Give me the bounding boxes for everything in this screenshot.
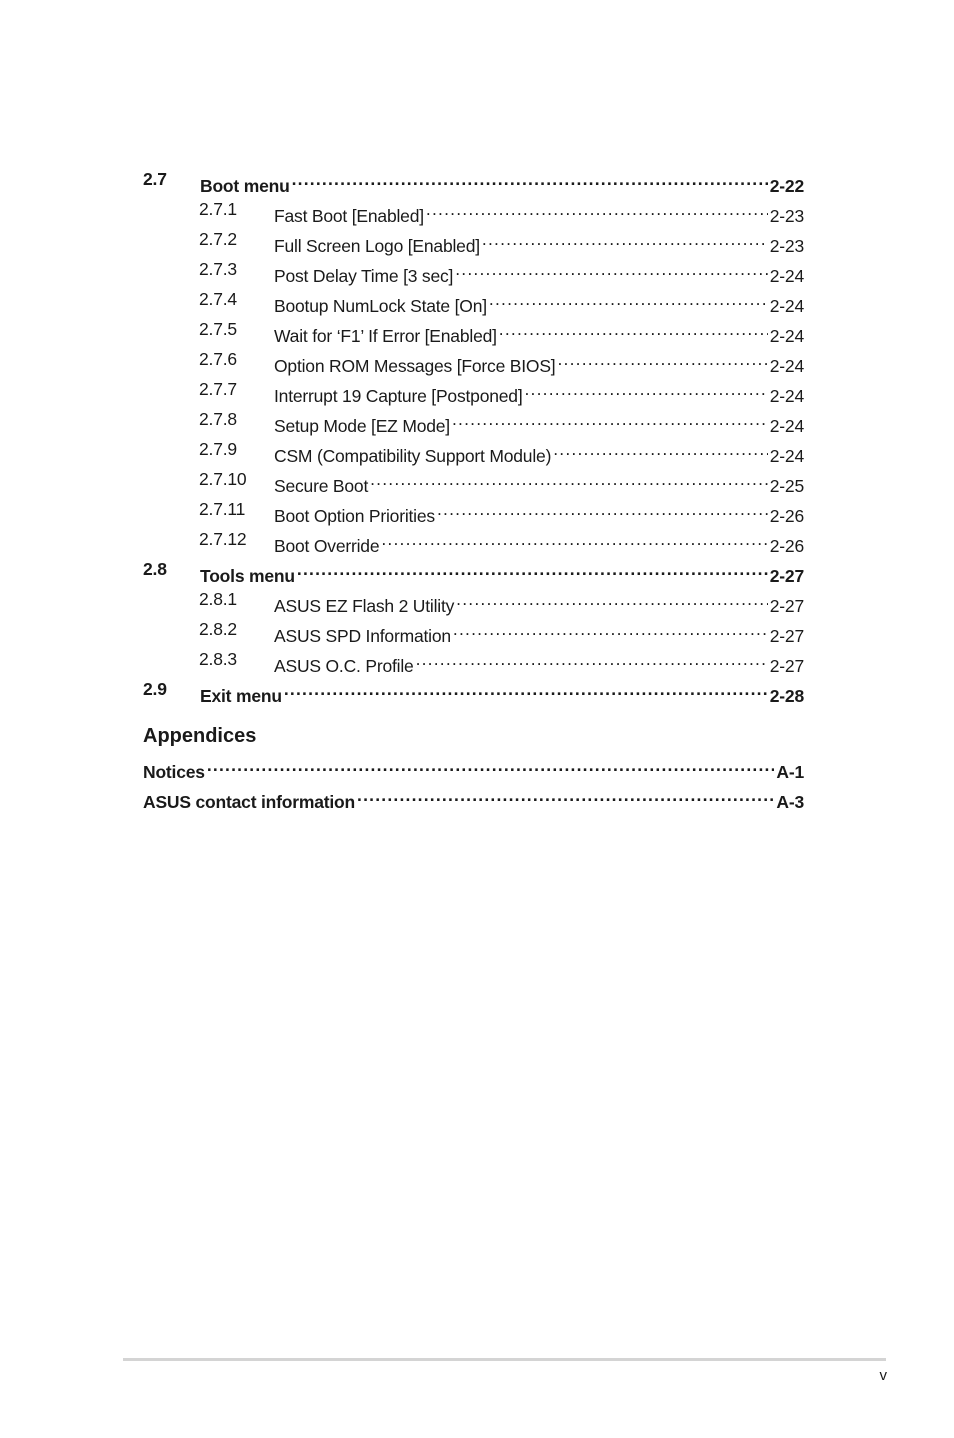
- toc-entry-title: Secure Boot: [274, 476, 369, 496]
- toc-entry-title: Option ROM Messages [Force BIOS]: [274, 356, 556, 376]
- toc-entry-title: Notices: [143, 762, 205, 782]
- toc-entry-line: [274, 496, 804, 529]
- section-list: [143, 166, 804, 706]
- toc-entry-title: Tools menu: [200, 566, 295, 586]
- dot-leader: [381, 526, 767, 552]
- dot-leader: [553, 436, 768, 462]
- toc-entry-title: ASUS SPD Information: [274, 626, 451, 646]
- toc-entry-line: [200, 676, 804, 709]
- toc-entry-line: [274, 466, 804, 499]
- toc-entry-title: ASUS O.C. Profile: [274, 656, 414, 676]
- toc-subsection-entry[interactable]: [143, 256, 804, 286]
- dot-leader: [207, 752, 775, 778]
- toc-subsection-entry[interactable]: [143, 436, 804, 466]
- toc-entry-title: Boot Option Priorities: [274, 506, 435, 526]
- appendices-heading: Appendices: [143, 725, 257, 747]
- toc-subsection-entry[interactable]: [143, 646, 804, 676]
- toc-appendix-entry[interactable]: [143, 752, 804, 782]
- toc-entry-line: [274, 586, 804, 619]
- toc-entry-number: 2.7.5: [199, 319, 237, 339]
- toc-appendix-entry[interactable]: [143, 782, 804, 812]
- toc-entry-title: Fast Boot [Enabled]: [274, 206, 424, 226]
- toc-entry-number: 2.7.8: [199, 409, 237, 429]
- toc-entry-number: 2.7.9: [199, 439, 237, 459]
- toc-entry-title: Wait for ‘F1’ If Error [Enabled]: [274, 326, 497, 346]
- dot-leader: [557, 346, 767, 372]
- toc-subsection-entry[interactable]: [143, 376, 804, 406]
- toc-entry-page: 2-24: [769, 416, 804, 436]
- toc-entry-number: 2.8.3: [199, 649, 237, 669]
- dot-leader: [370, 466, 768, 492]
- toc-entry-page: 2-24: [769, 296, 804, 316]
- toc-entry-page: 2-23: [769, 206, 804, 226]
- toc-entry-page: 2-24: [769, 356, 804, 376]
- toc-entry-line: [274, 316, 804, 349]
- page-number: v: [879, 1367, 887, 1384]
- dot-leader: [292, 166, 768, 192]
- toc-entry-line: [274, 436, 804, 469]
- toc-entry-number: 2.7.12: [199, 529, 247, 549]
- toc-entry-page: 2-22: [769, 176, 804, 196]
- toc-entry-title: Boot Override: [274, 536, 380, 556]
- toc-entry-page: 2-24: [769, 326, 804, 346]
- toc-section-entry[interactable]: [143, 166, 804, 196]
- toc-entry-line: [274, 286, 804, 319]
- toc-entry-number: 2.7: [143, 169, 167, 189]
- toc-subsection-entry[interactable]: [143, 586, 804, 616]
- toc-entry-line: [274, 256, 804, 289]
- table-of-contents: [143, 166, 804, 812]
- toc-entry-line: [274, 406, 804, 439]
- dot-leader: [482, 226, 768, 252]
- toc-entry-page: 2-24: [769, 386, 804, 406]
- dot-leader: [416, 646, 768, 672]
- toc-subsection-entry[interactable]: [143, 616, 804, 646]
- toc-subsection-entry[interactable]: [143, 226, 804, 256]
- footer-divider: [123, 1358, 886, 1361]
- toc-entry-number: 2.7.6: [199, 349, 237, 369]
- dot-leader: [452, 406, 768, 432]
- dot-leader: [453, 616, 768, 642]
- dot-leader: [437, 496, 768, 522]
- dot-leader: [426, 196, 768, 222]
- dot-leader: [456, 586, 768, 612]
- toc-entry-line: [143, 782, 804, 815]
- toc-subsection-entry[interactable]: [143, 526, 804, 556]
- toc-subsection-entry[interactable]: [143, 196, 804, 226]
- dot-leader: [525, 376, 768, 402]
- toc-entry-page: 2-24: [769, 446, 804, 466]
- toc-entry-number: 2.7.2: [199, 229, 237, 249]
- toc-entry-number: 2.8.2: [199, 619, 237, 639]
- toc-entry-page: 2-27: [769, 596, 804, 616]
- toc-entry-title: ASUS contact information: [143, 792, 356, 812]
- toc-entry-title: Boot menu: [200, 176, 290, 196]
- toc-subsection-entry[interactable]: [143, 286, 804, 316]
- toc-entry-page: 2-25: [769, 476, 804, 496]
- dot-leader: [489, 286, 768, 312]
- toc-entry-number: 2.7.11: [199, 499, 246, 519]
- toc-entry-page: 2-24: [769, 266, 804, 286]
- toc-entry-title: Post Delay Time [3 sec]: [274, 266, 454, 286]
- toc-section-entry[interactable]: [143, 676, 804, 706]
- toc-entry-title: Setup Mode [EZ Mode]: [274, 416, 450, 436]
- toc-entry-number: 2.7.10: [199, 469, 247, 489]
- toc-entry-title: Bootup NumLock State [On]: [274, 296, 487, 316]
- toc-entry-page: 2-26: [769, 536, 804, 556]
- toc-entry-title: Exit menu: [200, 686, 282, 706]
- toc-entry-number: 2.7.1: [199, 199, 237, 219]
- toc-entry-line: [274, 226, 804, 259]
- toc-entry-page: A-1: [776, 762, 804, 782]
- toc-subsection-entry[interactable]: [143, 466, 804, 496]
- dot-leader: [284, 676, 768, 702]
- toc-entry-page: 2-27: [769, 626, 804, 646]
- toc-subsection-entry[interactable]: [143, 316, 804, 346]
- toc-section-entry[interactable]: [143, 556, 804, 586]
- dot-leader: [499, 316, 768, 342]
- toc-entry-line: [143, 752, 804, 785]
- toc-entry-line: [274, 346, 804, 379]
- toc-entry-title: CSM (Compatibility Support Module): [274, 446, 552, 466]
- toc-entry-line: [200, 166, 804, 199]
- toc-entry-line: [274, 646, 804, 679]
- toc-entry-page: 2-27: [769, 566, 804, 586]
- toc-entry-number: 2.8.1: [199, 589, 237, 609]
- dot-leader: [297, 556, 768, 582]
- toc-entry-page: 2-23: [769, 236, 804, 256]
- toc-entry-page: 2-27: [769, 656, 804, 676]
- toc-entry-title: Interrupt 19 Capture [Postponed]: [274, 386, 523, 406]
- toc-subsection-entry[interactable]: [143, 346, 804, 376]
- toc-entry-page: 2-26: [769, 506, 804, 526]
- toc-entry-title: ASUS EZ Flash 2 Utility: [274, 596, 455, 616]
- toc-subsection-entry[interactable]: [143, 496, 804, 526]
- toc-entry-number: 2.8: [143, 559, 167, 579]
- appendix-list: [143, 752, 804, 812]
- dot-leader: [455, 256, 768, 282]
- toc-entry-number: 2.9: [143, 679, 167, 699]
- toc-entry-number: 2.7.3: [199, 259, 237, 279]
- toc-entry-line: [274, 616, 804, 649]
- toc-entry-page: 2-28: [769, 686, 804, 706]
- toc-entry-title: Full Screen Logo [Enabled]: [274, 236, 480, 256]
- toc-entry-line: [200, 556, 804, 589]
- toc-entry-line: [274, 526, 804, 559]
- toc-entry-number: 2.7.7: [199, 379, 237, 399]
- toc-entry-line: [274, 376, 804, 409]
- toc-entry-page: A-3: [776, 792, 804, 812]
- toc-subsection-entry[interactable]: [143, 406, 804, 436]
- toc-entry-number: 2.7.4: [199, 289, 237, 309]
- toc-entry-line: [274, 196, 804, 229]
- dot-leader: [357, 782, 774, 808]
